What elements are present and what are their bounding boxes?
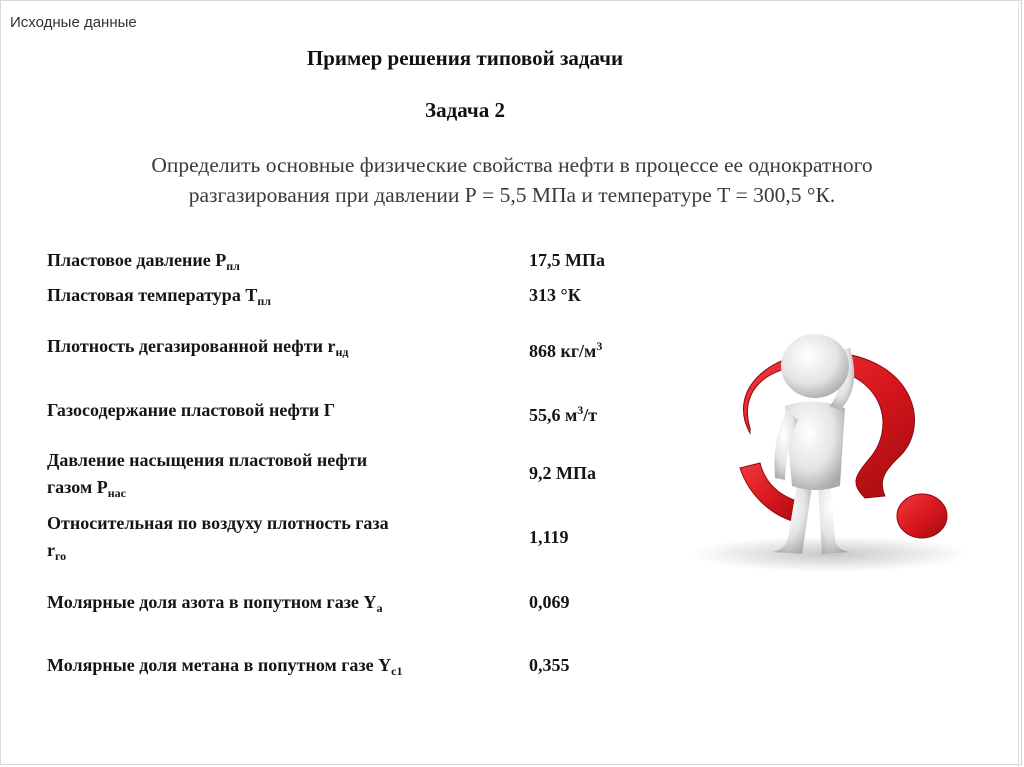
task-title: Задача 2 bbox=[425, 98, 505, 122]
statement-line-2: разгазирования при давлении Р = 5,5 МПа и температуре Т = 300,5 °К. bbox=[188, 183, 836, 207]
param-value: 868 $кг/м^3$ bbox=[529, 339, 603, 361]
param-label: Пластовое давление $Р_{пл}$ bbox=[47, 250, 240, 273]
param-label: Молярные доля азота в попутном газе $Y_а$ bbox=[47, 592, 383, 615]
param-value: 55,6 $м^3/т$ bbox=[529, 403, 598, 425]
param-label: Относительная по воздуху плотность газа $r_{го}$ bbox=[47, 513, 389, 563]
statement-line-1: Определить основные физические свойства нефти в процессе ее однократного bbox=[151, 153, 873, 177]
section-label: Исходные данные bbox=[10, 14, 137, 31]
param-value: 1,119 bbox=[529, 527, 569, 547]
param-value: 0,069 bbox=[529, 592, 570, 612]
task-statement bbox=[62, 150, 962, 210]
param-label: Газосодержание пластовой нефти Г bbox=[47, 400, 336, 420]
param-label: Давление насыщения пластовой нефти газом $Р_{нас}$ bbox=[47, 450, 368, 500]
page-title: Пример решения типовой задачи bbox=[306, 46, 624, 70]
param-value: 17,5 МПа bbox=[529, 250, 605, 270]
param-value: 0,355 bbox=[529, 655, 570, 675]
right-divider bbox=[1018, 0, 1019, 767]
param-value: 9,2 МПа bbox=[529, 463, 596, 483]
param-value: 313 °К bbox=[529, 285, 581, 305]
param-label: Молярные доля метана в попутном газе $Y_{c1}$ bbox=[47, 655, 403, 678]
thinking-person-icon bbox=[680, 318, 980, 576]
param-label: Пластовая температура $Т_{пл}$ bbox=[47, 285, 271, 308]
param-label: Плотность дегазированной нефти $r_{нд}$ bbox=[47, 336, 349, 359]
